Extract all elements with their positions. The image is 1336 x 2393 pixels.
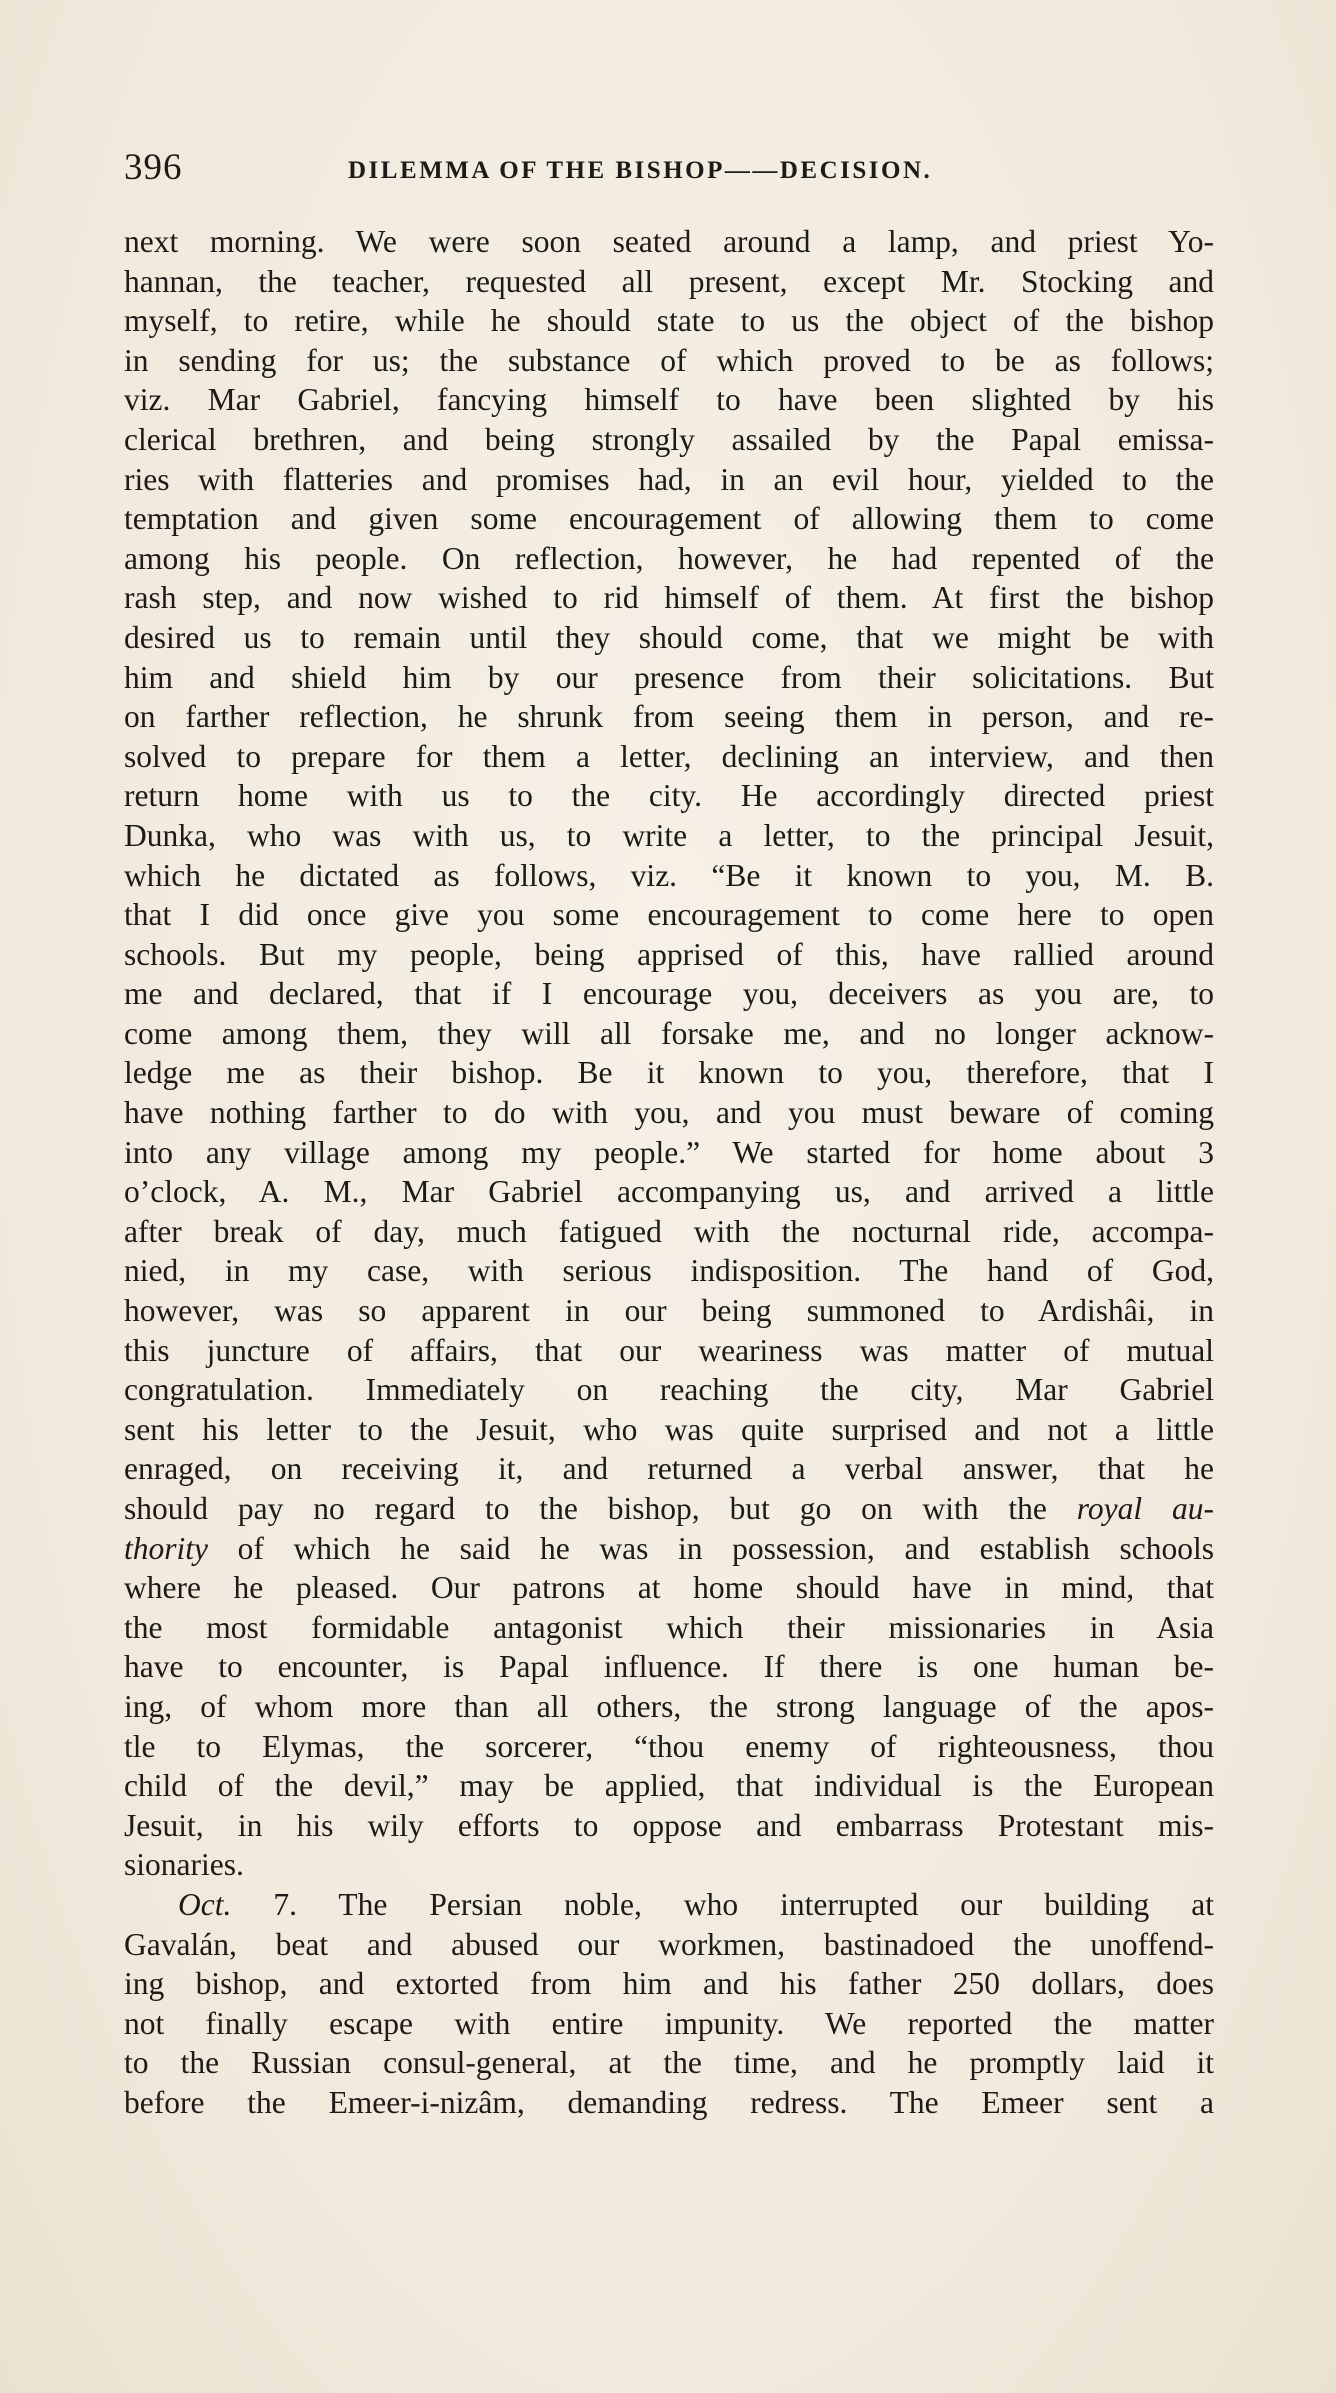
text-line: ledge me as their bishop. Be it known to you, therefore, that I [124, 1055, 1214, 1091]
text-line: return home with us to the city. He accordingly directed priest [124, 778, 1214, 814]
text-line: that I did once give you some encouragement to come here to open [124, 897, 1214, 933]
text-segment: of which he said he was in possession, and establish schools [208, 1530, 1214, 1566]
text-line: myself, to retire, while he should state to us the object of the bishop [124, 303, 1214, 339]
text-line: come among them, they will all forsake me, and no longer acknow- [124, 1015, 1214, 1051]
italic-segment: Oct. [178, 1886, 232, 1922]
text-line: ing bishop, and extorted from him and his father 250 dollars, does [124, 1966, 1214, 2002]
text-line: where he pleased. Our patrons at home should have in mind, that [124, 1570, 1214, 1606]
text-segment: should pay no regard to the bishop, but go on with the [124, 1491, 1077, 1526]
text-line: child of the devil,” may be applied, that individual is the European [124, 1768, 1214, 1804]
text-line: not finally escape with entire impunity. We reported the matter [124, 2005, 1214, 2041]
text-line: schools. But my people, being apprised of this, have rallied around [124, 936, 1214, 972]
text-segment: 7. The Persian noble, who interrupted our building at [231, 1886, 1214, 1922]
text-line: Jesuit, in his wily efforts to oppose and embarrass Protestant mis- [124, 1807, 1214, 1843]
body-text [124, 222, 1214, 2123]
text-line: Dunka, who was with us, to write a letter, to the principal Jesuit, [124, 817, 1214, 853]
page-header [124, 146, 1224, 196]
text-line [124, 1885, 1214, 1925]
text-line: to the Russian consul-general, at the time, and he promptly laid it [124, 2045, 1214, 2081]
text-line: solved to prepare for them a letter, declining an interview, and then [124, 738, 1214, 774]
text-line: desired us to remain until they should come, that we might be with [124, 619, 1214, 655]
text-line: ing, of whom more than all others, the strong language of the apos- [124, 1688, 1214, 1724]
text-line [124, 1489, 1214, 1529]
italic-segment: thority [124, 1530, 208, 1566]
text-line: congratulation. Immediately on reaching the city, Mar Gabriel [124, 1372, 1214, 1408]
text-line: hannan, the teacher, requested all present, except Mr. Stocking and [124, 263, 1214, 299]
text-line: however, was so apparent in our being summoned to Ardishâi, in [124, 1293, 1214, 1329]
text-line: temptation and given some encouragement of allowing them to come [124, 501, 1214, 537]
running-head: DILEMMA OF THE BISHOP——DECISION. [348, 157, 933, 184]
text-line: him and shield him by our presence from their solicitations. But [124, 659, 1214, 695]
text-line: have to encounter, is Papal influence. If there is one human be- [124, 1649, 1214, 1685]
page-number: 396 [124, 147, 183, 188]
text-line: on farther reflection, he shrunk from seeing them in person, and re- [124, 699, 1214, 735]
text-line: rash step, and now wished to rid himself of them. At first the bishop [124, 580, 1214, 616]
text-line: nied, in my case, with serious indisposition. The hand of God, [124, 1253, 1214, 1289]
italic-segment: royal au- [1076, 1491, 1215, 1526]
text-line: sionaries. [124, 1847, 244, 1883]
text-line: next morning. We were soon seated around a lamp, and priest Yo- [124, 224, 1214, 259]
text-line: Gavalán, beat and abused our workmen, bastinadoed the unoffend- [124, 1926, 1214, 1962]
text-line: tle to Elymas, the sorcerer, “thou enemy of righteousness, thou [124, 1728, 1214, 1764]
text-line: into any village among my people.” We started for home about 3 [124, 1134, 1214, 1170]
text-line: clerical brethren, and being strongly assailed by the Papal emissa- [124, 421, 1214, 457]
text-line [124, 1529, 1214, 1569]
text-line: in sending for us; the substance of which proved to be as follows; [124, 342, 1214, 378]
text-line: after break of day, much fatigued with the nocturnal ride, accompa- [124, 1213, 1214, 1249]
text-line: among his people. On reflection, however, he had repented of the [124, 540, 1214, 576]
text-line: this juncture of affairs, that our weariness was matter of mutual [124, 1332, 1214, 1368]
text-line: sent his letter to the Jesuit, who was quite surprised and not a little [124, 1411, 1214, 1447]
text-line: the most formidable antagonist which their missionaries in Asia [124, 1609, 1214, 1645]
text-line: me and declared, that if I encourage you, deceivers as you are, to [124, 976, 1214, 1012]
text-line: have nothing farther to do with you, and you must beware of coming [124, 1095, 1214, 1131]
text-line: enraged, on receiving it, and returned a verbal answer, that he [124, 1451, 1214, 1487]
text-line: which he dictated as follows, viz. “Be it known to you, M. B. [124, 857, 1214, 893]
text-line: viz. Mar Gabriel, fancying himself to have been slighted by his [124, 382, 1214, 418]
text-line: before the Emeer-i-nizâm, demanding redress. The Emeer sent a [124, 2084, 1214, 2120]
text-line: o’clock, A. M., Mar Gabriel accompanying us, and arrived a little [124, 1174, 1214, 1210]
text-line: ries with flatteries and promises had, in an evil hour, yielded to the [124, 461, 1214, 497]
